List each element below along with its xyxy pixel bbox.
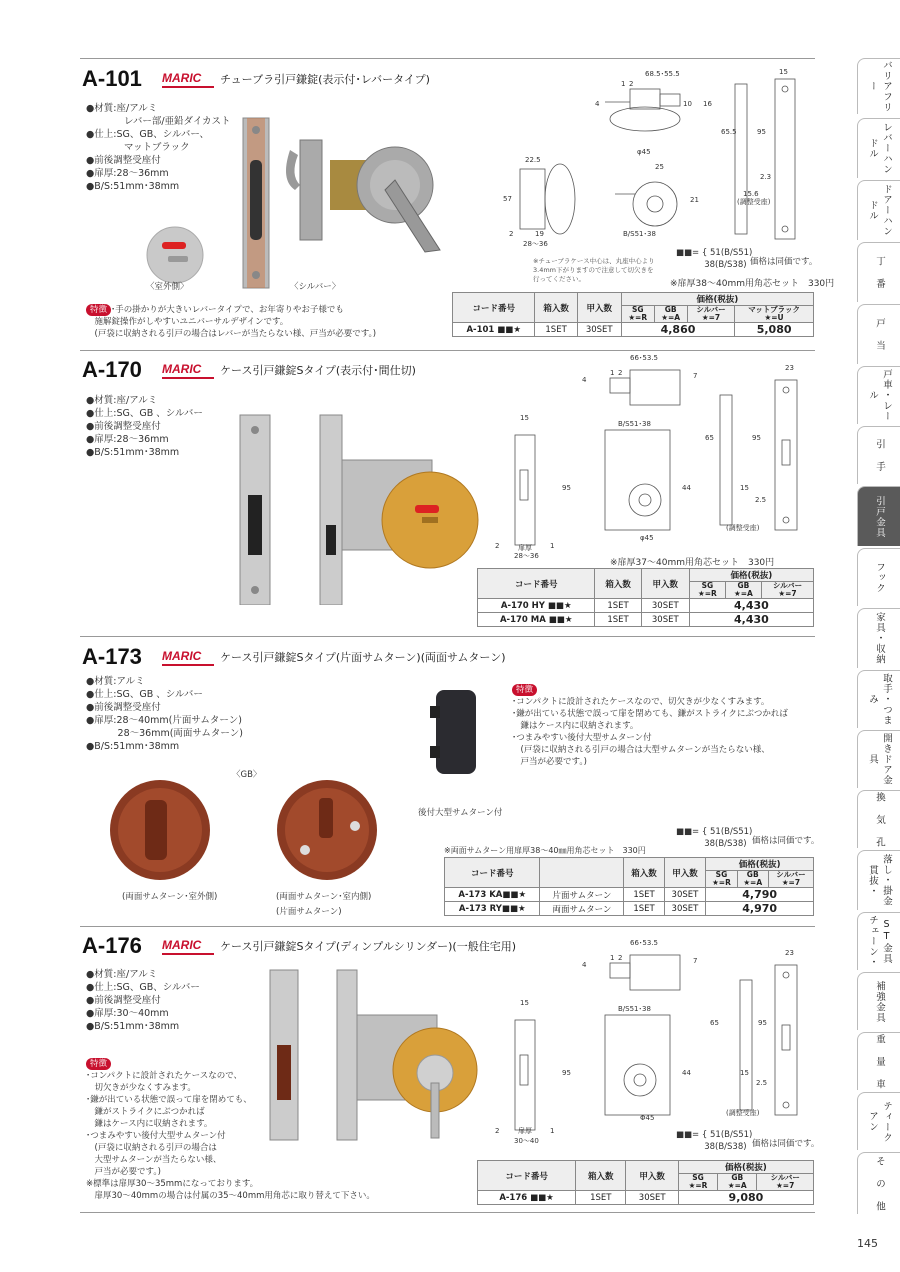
side-tab-door-roller[interactable] — [857, 366, 900, 424]
brand-logo: MARIC — [162, 938, 202, 952]
side-tab-label: 落し・掛金 貫抜・ — [867, 854, 892, 907]
bs-same-price: 価格は同価です。 — [752, 836, 820, 846]
photo-caption: 〈室外側〉 — [146, 282, 189, 292]
cell-code: A-176 ■■★ — [478, 1191, 576, 1205]
cell-price: 4,970 — [706, 902, 814, 916]
photo-caption: 〈GB〉 — [232, 770, 262, 780]
brand-logo: MARIC — [162, 649, 202, 663]
product-title: ケース引戸鎌錠Sタイプ(表示付･間仕切) — [220, 364, 416, 377]
finish-col: GB ★=A — [718, 1174, 757, 1191]
dim-label: 2 — [495, 542, 500, 550]
dim-label: 28～36 — [523, 240, 548, 248]
feature-line: 鎌はケース内に収納されます。 — [86, 1119, 213, 1129]
product-title: ケース引戸鎌錠Sタイプ(片面サムターン)(両面サムターン) — [220, 651, 506, 664]
dim-label: φ45 — [640, 534, 654, 542]
dim-label: 23 — [785, 949, 794, 957]
feature-line: ･コンパクトに設計されたケースなので、切欠きが少なくすみます。 — [512, 697, 770, 707]
feature-line: ※標準は扉厚30～35mmになっております。 — [86, 1179, 259, 1189]
side-tab-label: 戸 当 — [874, 318, 885, 351]
dim-label: 1 — [550, 1127, 555, 1135]
side-tab-label: 引戸金具 — [874, 495, 885, 538]
spec-item: ●扉厚:28～40mm(片面サムターン) — [86, 715, 242, 726]
finish-col: SG ★=R — [678, 1174, 717, 1191]
table-header: 箱入数 — [624, 858, 664, 888]
dim-label: (調整受座) — [726, 1109, 760, 1117]
finish-col: SG ★=R — [621, 306, 654, 323]
feature-line: ･つまみやすい後付大型サムターン付 — [512, 733, 652, 743]
spec-item: ●前後調整受座付 — [86, 421, 161, 432]
cell-case: 30SET — [641, 613, 689, 627]
dim-label: 7 — [693, 957, 698, 965]
side-tab-door-handle[interactable] — [857, 180, 900, 240]
bs-value: 51(B/S51) — [710, 1130, 753, 1140]
dim-label: 15 — [520, 999, 529, 1007]
note-line: 3.4mm下がりますので注意して切欠きを — [533, 266, 654, 274]
dim-label: 16 — [703, 100, 712, 108]
side-tab-label: フック — [874, 561, 885, 594]
dim-label: 15 — [779, 68, 788, 76]
dim-label: 1 — [610, 954, 615, 962]
price-table — [452, 292, 814, 337]
spec-item: マットブラック — [86, 142, 190, 153]
spec-item: ●材質:座/アルミ — [86, 969, 158, 980]
side-tab-label: ST金具 チェーン・ — [867, 915, 892, 968]
dim-label: 2 — [509, 230, 514, 238]
table-header: 甲入数 — [626, 1161, 678, 1191]
photo-caption: (片面サムターン) — [276, 907, 342, 917]
dim-label: B/S51･38 — [623, 230, 656, 238]
feature-tag: 特徴 — [86, 1058, 111, 1070]
feature-line: (戸袋に収納される引戸の場合は — [86, 1143, 217, 1153]
dim-label: 7 — [693, 372, 698, 380]
spec-item: ●材質:座/アルミ — [86, 103, 158, 114]
table-header: 価格(税抜) — [621, 293, 813, 306]
table-row — [445, 888, 814, 902]
bs-value: 38(B/S38) — [704, 1142, 747, 1152]
table-header: コード番号 — [445, 858, 540, 888]
feature-line: (戸袋に収納される引戸の場合はレバーが当たらない様、戸当が必要です。) — [86, 329, 377, 339]
price-table — [444, 857, 814, 916]
side-tab-hinge[interactable] — [857, 242, 900, 302]
product-code: A-173 — [82, 644, 142, 669]
finish-col: GB ★=A — [737, 871, 768, 888]
spec-list — [86, 394, 203, 459]
dim-label: 4 — [595, 100, 600, 108]
cell-box: 1SET — [624, 888, 664, 902]
side-tab-label: 開きドア金具 — [867, 733, 892, 786]
dim-label: 21 — [690, 196, 699, 204]
feature-line: ･コンパクトに設計されたケースなので、 — [86, 1071, 243, 1081]
table-header: コード番号 — [478, 569, 595, 599]
dim-label: 95 — [562, 484, 571, 492]
side-tab-lever-handle[interactable] — [857, 118, 900, 178]
cell-type: 片面サムターン — [540, 888, 624, 902]
product-photo — [265, 965, 480, 1145]
cell-price: 4,430 — [689, 613, 813, 627]
dim-label: 扉厚 — [518, 544, 532, 552]
section-divider — [80, 1212, 815, 1213]
table-row — [478, 1191, 814, 1205]
side-tab-label: ティーク アン — [867, 1100, 892, 1143]
side-tab-label: 戸車・レール — [867, 369, 892, 422]
feature-line: 戸当が必要です。) — [512, 757, 587, 767]
table-header — [540, 858, 624, 888]
dim-label: (調整受座) — [737, 198, 771, 206]
table-header: 価格(税抜) — [706, 858, 814, 871]
side-tab-sliding-door-hardware[interactable] — [857, 486, 900, 546]
dim-label: 15.6 — [743, 190, 759, 198]
dim-label: 19 — [535, 230, 544, 238]
dim-label: 15 — [740, 484, 749, 492]
table-header: 甲入数 — [641, 569, 689, 599]
note-line: ※チューブラケース中心は、丸座中心より — [533, 257, 655, 265]
dim-label: 10 — [683, 100, 692, 108]
dim-label: 65 — [705, 434, 714, 442]
side-tab-label: バリアフリー — [867, 60, 892, 113]
side-tab-latch[interactable] — [857, 850, 900, 910]
brand-logo: MARIC — [162, 71, 202, 85]
product-code: A-176 — [82, 933, 142, 958]
side-tab-label: 重 量 車 — [874, 1033, 885, 1090]
bs-value: 51(B/S51) — [710, 827, 753, 837]
bs-value: 51(B/S51) — [710, 248, 753, 258]
side-tab-vent[interactable] — [857, 790, 900, 848]
feature-line: ･鎌が出ている状態で誤って扉を閉めても、鎌がストライクにぶつかれば — [512, 709, 788, 719]
cell-case: 30SET — [664, 888, 706, 902]
bs-same-price: 価格は同価です。 — [752, 1139, 820, 1149]
spec-item: レバー部/亜鉛ダイカスト — [86, 116, 231, 127]
dim-label: 95 — [757, 128, 766, 136]
side-tab-heavy-roller[interactable] — [857, 1032, 900, 1090]
side-tab-label: 取手・つまみ — [867, 673, 892, 726]
spec-item: ●仕上:SG、GB、シルバー — [86, 982, 200, 993]
extra-note: ※扉厚37～40mm用角芯セット 330円 — [610, 558, 775, 568]
dim-label: 95 — [562, 1069, 571, 1077]
feature-line: 鎌はケース内に収納されます。 — [512, 721, 639, 731]
spec-item: 28～36mm(両面サムターン) — [86, 728, 243, 739]
dim-label: Φ45 — [640, 1114, 655, 1122]
dim-label: 2 — [629, 80, 634, 88]
finish-col: マットブラック ★=U — [735, 306, 814, 323]
table-row — [453, 323, 814, 337]
spec-item: ●扉厚:28～36mm — [86, 434, 169, 445]
dim-label: 15 — [740, 1069, 749, 1077]
cell-code: A-170 HY ■■★ — [478, 599, 595, 613]
extra-note: ※扉厚38～40mm用角芯セット 330円 — [670, 279, 835, 289]
section-divider — [80, 636, 815, 637]
section-divider — [80, 926, 815, 927]
dim-label: 1 — [621, 80, 626, 88]
note-line: 行ってください。 — [533, 275, 585, 283]
product-title: チューブラ引戸鎌錠(表示付･レバータイプ) — [220, 73, 430, 86]
side-tab-hook[interactable] — [857, 548, 900, 606]
feature-line: (戸袋に収納される引戸の場合は大型サムターンが当たらない様、 — [512, 745, 770, 755]
section-divider — [80, 58, 815, 59]
side-tab-label: ドアーハンドル — [867, 184, 892, 237]
feature-tag: 特徴 — [86, 304, 111, 316]
feature-line: 扉厚30～40mmの場合は付属の35～40mm用角芯に取り替えて下さい。 — [86, 1191, 375, 1201]
photo-caption: (両面サムターン･室外側) — [122, 892, 218, 902]
dim-label: 44 — [682, 484, 691, 492]
finish-col: シルバー ★=7 — [757, 1174, 814, 1191]
photo-caption: 〈シルバー〉 — [290, 282, 341, 292]
spec-item: ●前後調整受座付 — [86, 155, 161, 166]
diagram-note — [533, 257, 655, 284]
spec-item: ●前後調整受座付 — [86, 702, 161, 713]
spec-item: ●材質:アルミ — [86, 676, 145, 687]
dim-label: 扉厚 — [518, 1127, 532, 1135]
product-photo — [140, 110, 450, 290]
bs-same-price: 価格は同価です。 — [750, 257, 818, 267]
feature-line: 施解錠操作がしやすいユニバーサルデザインです。 — [86, 317, 289, 327]
cell-box: 1SET — [624, 902, 664, 916]
cell-code: A-173 KA■■★ — [445, 888, 540, 902]
page-number: 145 — [857, 1237, 878, 1250]
table-header: 価格(税抜) — [678, 1161, 813, 1174]
table-header: コード番号 — [478, 1161, 576, 1191]
spec-item: ●仕上:SG、GB 、シルバー — [86, 689, 203, 700]
dim-label: 2 — [618, 369, 623, 377]
finish-col: シルバー ★=7 — [768, 871, 813, 888]
spec-item: ●仕上:SG、GB 、シルバー — [86, 408, 203, 419]
cell-case: 30SET — [577, 323, 621, 337]
spec-item: ●扉厚:28～36mm — [86, 168, 169, 179]
feature-line: 切欠きが少なくすみます。 — [86, 1083, 196, 1093]
side-tab-furniture[interactable] — [857, 608, 900, 668]
side-tab-chain[interactable] — [857, 912, 900, 970]
cell-case: 30SET — [664, 902, 706, 916]
side-tab-antique[interactable] — [857, 1092, 900, 1150]
cell-case: 30SET — [641, 599, 689, 613]
dim-label: 57 — [503, 195, 512, 203]
table-header: 甲入数 — [577, 293, 621, 323]
cell-price: 9,080 — [678, 1191, 813, 1205]
dim-label: 2 — [495, 1127, 500, 1135]
cell-price: 4,790 — [706, 888, 814, 902]
product-code: A-101 — [82, 66, 142, 91]
feature-line: 大型サムターンが当たらない様、 — [86, 1155, 222, 1165]
cell-code: A-170 MA ■■★ — [478, 613, 595, 627]
side-tab-knob[interactable] — [857, 670, 900, 728]
dim-label: 1 — [610, 369, 615, 377]
cell-price: 4,430 — [689, 599, 813, 613]
dim-label: 4 — [582, 376, 587, 384]
side-tab-label: 引 手 — [874, 439, 885, 472]
dim-label: 66･53.5 — [630, 939, 658, 947]
cell-code: A-173 RY■■★ — [445, 902, 540, 916]
dim-label: 2 — [618, 954, 623, 962]
feature-tag: 特徴 — [512, 684, 537, 696]
spec-item: ●B/S:51mm･38mm — [86, 741, 180, 752]
dim-label: 65 — [710, 1019, 719, 1027]
dim-label: 2.5 — [755, 496, 767, 504]
dim-label: (調整受座) — [726, 524, 760, 532]
side-tab-label: 家具・収納 — [874, 612, 885, 665]
photo-caption: (両面サムターン･室内側) — [276, 892, 372, 902]
dim-label: 28～36 — [514, 552, 539, 560]
bs-price-note: ■■= { 51(B/S51) 38(B/S38) — [676, 1130, 753, 1152]
cell-case: 30SET — [626, 1191, 678, 1205]
feature-box — [512, 684, 788, 768]
finish-col: シルバー ★=7 — [687, 306, 735, 323]
dim-label: 30～40 — [514, 1137, 539, 1145]
cell-box: 1SET — [595, 613, 641, 627]
dimension-diagram — [490, 935, 815, 1145]
dim-label: 25 — [655, 163, 664, 171]
cell-type: 両面サムターン — [540, 902, 624, 916]
side-tab-label: 換 気 孔 — [874, 791, 885, 848]
side-tab-reinforcement[interactable] — [857, 972, 900, 1030]
feature-line: ･手の掛かりが大きいレバータイプで、お年寄りやお子様でも — [111, 305, 344, 315]
product-code: A-170 — [82, 357, 142, 382]
brand-underline — [162, 664, 214, 666]
side-tab-label: レバーハンドル — [867, 122, 892, 175]
table-header: 価格(税抜) — [689, 569, 813, 582]
dimension-diagram — [495, 64, 818, 284]
spec-item: ●前後調整受座付 — [86, 995, 161, 1006]
brand-underline — [162, 377, 214, 379]
dim-label: 95 — [752, 434, 761, 442]
product-photo — [230, 405, 480, 605]
cell-price: 4,860 — [621, 323, 734, 337]
finish-col: SG ★=R — [706, 871, 737, 888]
table-header: コード番号 — [453, 293, 535, 323]
cell-box: 1SET — [576, 1191, 626, 1205]
side-tab-door-stop[interactable] — [857, 304, 900, 364]
dim-label: 2.5 — [756, 1079, 768, 1087]
dim-label: B/S51･38 — [618, 420, 651, 428]
feature-line: ･鎌が出ている状態で誤って扉を閉めても、 — [86, 1095, 252, 1105]
spec-list — [86, 675, 243, 753]
spec-item: ●B/S:51mm･38mm — [86, 181, 180, 192]
dim-label: 22.5 — [525, 156, 541, 164]
dim-label: 2.3 — [760, 173, 772, 181]
product-photo — [105, 778, 390, 888]
dim-label: 4 — [582, 961, 587, 969]
dim-label: 65.5 — [721, 128, 737, 136]
table-header: 箱入数 — [595, 569, 641, 599]
product-title: ケース引戸鎌錠Sタイプ(ディンプルシリンダー)(一般住宅用) — [220, 940, 517, 953]
dim-label: 68.5･55.5 — [645, 70, 680, 78]
cell-box: 1SET — [595, 599, 641, 613]
finish-col: SG ★=R — [689, 582, 725, 599]
feature-box — [86, 304, 376, 340]
feature-line: ･つまみやすい後付大型サムターン付 — [86, 1131, 226, 1141]
side-tab-label: 丁 番 — [874, 256, 885, 289]
price-table — [477, 568, 814, 627]
cell-box: 1SET — [535, 323, 577, 337]
finish-col: GB ★=A — [654, 306, 687, 323]
dim-label: 44 — [682, 1069, 691, 1077]
side-tab-label: 補強金具 — [874, 980, 885, 1023]
dim-label: φ45 — [637, 148, 651, 156]
spec-item: ●扉厚:30～40mm — [86, 1008, 169, 1019]
spec-item: ●B/S:51mm･38mm — [86, 447, 180, 458]
table-row — [478, 613, 814, 627]
dim-label: 1 — [550, 542, 555, 550]
spec-item: ●仕上:SG、GB、シルバー、 — [86, 129, 209, 140]
price-table — [477, 1160, 814, 1205]
dimension-diagram — [490, 350, 815, 560]
feature-line: 戸当が必要です。) — [86, 1167, 161, 1177]
dim-label: 15 — [520, 414, 529, 422]
dim-label: 66･53.5 — [630, 354, 658, 362]
side-tab-pull[interactable] — [857, 426, 900, 484]
brand-underline — [162, 86, 214, 88]
brand-underline — [162, 953, 214, 955]
thumbturn-knob-photo — [428, 688, 488, 778]
table-header: 甲入数 — [664, 858, 706, 888]
feature-line: 鎌がストライクにぶつかれば — [86, 1107, 205, 1117]
dim-label: 95 — [758, 1019, 767, 1027]
photo-caption: 後付大型サムターン付 — [418, 808, 503, 818]
finish-col: GB ★=A — [725, 582, 761, 599]
side-tab-barrier-free[interactable] — [857, 58, 900, 114]
extra-note: ※両面サムターン用扉厚38～40㎜用角芯セット 330円 — [444, 846, 646, 855]
side-tab-label: そ の 他 — [874, 1155, 885, 1212]
bs-value: 38(B/S38) — [704, 839, 747, 849]
side-tab-door-hardware[interactable] — [857, 730, 900, 788]
cell-price: 5,080 — [735, 323, 814, 337]
table-row — [478, 599, 814, 613]
dim-label: 23 — [785, 364, 794, 372]
spec-item: ●B/S:51mm･38mm — [86, 1021, 180, 1032]
table-header: 箱入数 — [576, 1161, 626, 1191]
table-row — [445, 902, 814, 916]
bs-price-note: ■■= { 51(B/S51) 38(B/S38) — [676, 248, 753, 270]
brand-logo: MARIC — [162, 362, 202, 376]
table-header: 箱入数 — [535, 293, 577, 323]
bs-price-note: ■■= { 51(B/S51) 38(B/S38) — [676, 827, 753, 849]
finish-col: シルバー ★=7 — [761, 582, 813, 599]
side-tab-other[interactable] — [857, 1152, 900, 1214]
spec-item: ●材質:座/アルミ — [86, 395, 158, 406]
spec-list — [86, 968, 200, 1033]
dim-label: B/S51･38 — [618, 1005, 651, 1013]
cell-code: A-101 ■■★ — [453, 323, 535, 337]
bs-value: 38(B/S38) — [704, 260, 747, 270]
